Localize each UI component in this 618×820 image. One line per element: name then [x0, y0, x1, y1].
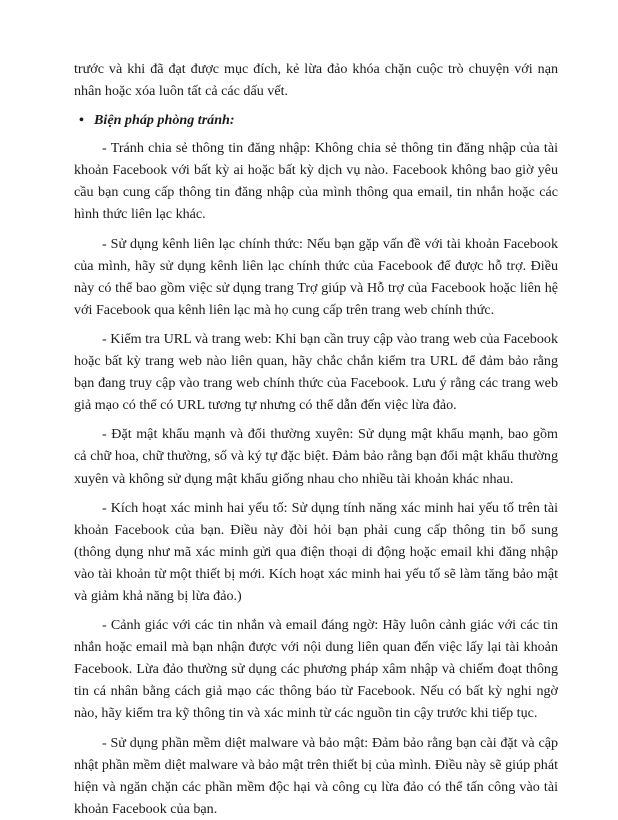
section-heading-text: Biện pháp phòng tránh: [94, 112, 235, 129]
paragraph-suspicious-messages: - Cảnh giác với các tin nhắn và email đáng ngờ: Hãy luôn cảnh giác với các tin nhắn hoặc email mà bạn nhận được với nội dung liên quan đến việc lấy lại tài khoản Facebook. Lừa đảo thường sử dụng các phương pháp xâm nhập và chiếm đoạt thông tin cá nhân bằng cách giả mạo các thông báo từ Facebook. Nếu có bất kỳ nghi ngờ nào, hãy kiểm tra kỹ thông tin và xác minh từ các nguồn tin cậy trước khi tiếp tục. [74, 617, 558, 722]
bullet-icon: • [79, 112, 84, 129]
paragraph-check-url: - Kiểm tra URL và trang web: Khi bạn cần truy cập vào trang web của Facebook hoặc bất kỳ trang web nào liên quan, hãy chắc chắn kiểm tra URL để đảm bảo rằng bạn đang truy cập vào trang web chính thức của Facebook. Lưu ý rằng các trang web giả mạo có thể có URL tương tự nhưng có thể dẫn đến việc lừa đảo. [74, 330, 558, 414]
paragraph-official-channel: - Sử dụng kênh liên lạc chính thức: Nếu bạn gặp vấn đề với tài khoản Facebook của mình, hãy sử dụng kênh liên lạc chính thức của Facebook để được hỗ trợ. Điều này có thể bao gồm việc sử dụng trang Trợ giúp và Hỗ trợ của Facebook hoặc liên hệ với Facebook qua kênh liên lạc mà họ cung cấp trên trang web chính thức. [74, 235, 558, 318]
paragraph-strong-password: - Đặt mật khẩu mạnh và đổi thường xuyên: Sử dụng mật khẩu mạnh, bao gồm cả chữ hoa, chữ thường, số và ký tự đặc biệt. Đảm bảo rằng bạn đổi mật khẩu thường xuyên và không sử dụng mật khẩu giống nhau cho nhiều tài khoản khác nhau. [74, 426, 558, 487]
intro-paragraph: trước và khi đã đạt được mục đích, kẻ lừa đảo khóa chặn cuộc trò chuyện với nạn nhân hoặc xóa luôn tất cả các dấu vết. [74, 61, 558, 100]
paragraph-share-login: - Tránh chia sẻ thông tin đăng nhập: Không chia sẻ thông tin đăng nhập của tài khoản Facebook với bất kỳ ai hoặc bất kỳ dịch vụ nào. Facebook không bao giờ yêu cầu bạn cung cấp thông tin đăng nhập của mình thông qua email, tin nhắn hoặc các hình thức liên lạc khác. [74, 140, 558, 223]
section-heading [74, 109, 558, 131]
paragraph-antimalware: - Sử dụng phần mềm diệt malware và bảo mật: Đảm bảo rằng bạn cài đặt và cập nhật phần mềm diệt malware và bảo mật trên thiết bị của mình. Điều này sẽ giúp phát hiện và ngăn chặn các phần mềm độc hại và công cụ lừa đảo có thể tấn công vào tài khoản Facebook của bạn. [74, 734, 558, 817]
paragraph-two-factor: - Kích hoạt xác minh hai yếu tố: Sử dụng tính năng xác minh hai yếu tố trên tài khoản Facebook của bạn. Điều này đòi hỏi bạn phải cung cấp thông tin bổ sung (thông dụng như mã xác minh gửi qua điện thoại di động hoặc email khi đăng nhập vào tài khoản từ một thiết bị mới. Kích hoạt xác minh hai yếu tố sẽ làm tăng bảo mật và giảm khả năng bị lừa đảo.) [74, 499, 558, 604]
document-page [74, 58, 558, 820]
